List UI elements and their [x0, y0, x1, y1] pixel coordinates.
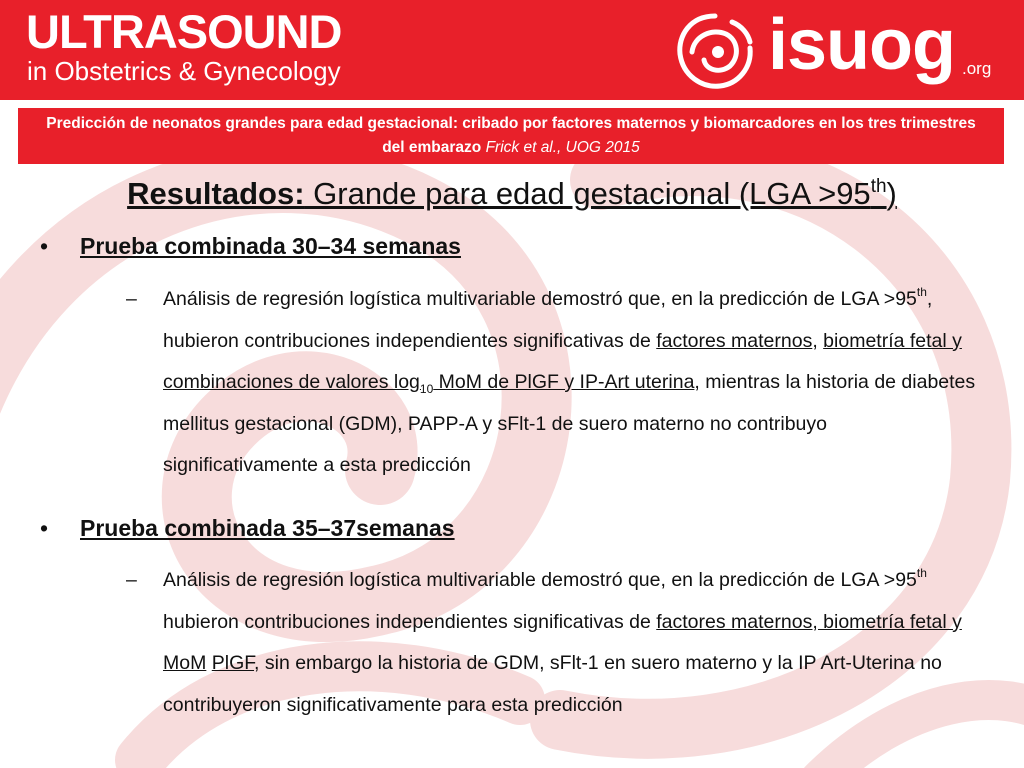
study-title-text: Predicción de neonatos grandes para edad gestacional: cribado por factores maternos y biomarcadores en los tres trimestres del embarazo: [46, 115, 976, 156]
paragraph-text: [163, 560, 976, 726]
paragraph-text: [163, 279, 976, 487]
paragraph-segment: , mientras la historia de diabetes mellitus gestacional (GDM), PAPP-A y sFlt-1 de suero materno no contribuyo significativamente a esta predicción: [163, 371, 976, 476]
paragraph-sub: 10: [419, 382, 434, 396]
isuog-logo-text: isuog: [768, 5, 955, 85]
paragraph-segment: Análisis de regresión logística multivariable demostró que, en la predicción de LGA >95: [163, 569, 917, 591]
underlined-term-text: biometría fetal y combinaciones de valores log: [163, 329, 962, 393]
paragraph-sup: th: [916, 566, 927, 580]
paragraph-sup: th: [916, 285, 927, 299]
section-heading-30-34: [40, 231, 461, 261]
underlined-term-text: MoM de PlGF y IP-Art uterina: [433, 371, 695, 393]
paragraph-segment: , hubieron contribuciones independientes significativas de: [163, 288, 933, 352]
slide-title-bold: Resultados:: [127, 176, 305, 211]
slide-title-text: Grande para edad gestacional (LGA >95: [304, 176, 871, 211]
dash-icon: –: [126, 288, 137, 310]
underlined-term: PlGF: [211, 652, 255, 674]
slide-title: [0, 172, 1024, 216]
slide-title-end: ): [886, 176, 897, 211]
section-heading-text: Prueba combinada 30–34 semanas: [80, 233, 461, 259]
section-heading-35-37: [40, 513, 455, 543]
isuog-logo-suffix: .org: [962, 59, 992, 78]
section-paragraph-30-34: [126, 279, 976, 487]
section-heading-text: Prueba combinada 35–37semanas: [80, 515, 455, 541]
paragraph-segment: ,: [812, 329, 824, 352]
bullet-icon: •: [40, 515, 49, 541]
dash-icon: –: [126, 569, 137, 591]
section-paragraph-35-37: [126, 560, 976, 726]
bullet-icon: •: [40, 233, 49, 259]
underlined-term: factores maternos, biometría fetal y MoM: [163, 610, 962, 674]
paragraph-segment: Análisis de regresión logística multivariable demostró que, en la predicción de LGA >95: [163, 288, 917, 310]
slide-title-sup: th: [870, 176, 887, 197]
study-reference-text: Frick et al., UOG 2015: [485, 139, 640, 156]
journal-subtitle: in Obstetrics & Gynecology: [27, 56, 341, 86]
paragraph-segment: , sin embargo la historia de GDM, sFlt-1 en suero materno y la IP Art-Uterina no contribuyeron significativamente para esta predicción: [163, 652, 942, 716]
paragraph-segment: hubieron contribuciones independientes significativas de: [163, 610, 657, 633]
underlined-term: factores maternos: [656, 329, 813, 352]
journal-title: ULTRASOUND: [26, 5, 342, 58]
